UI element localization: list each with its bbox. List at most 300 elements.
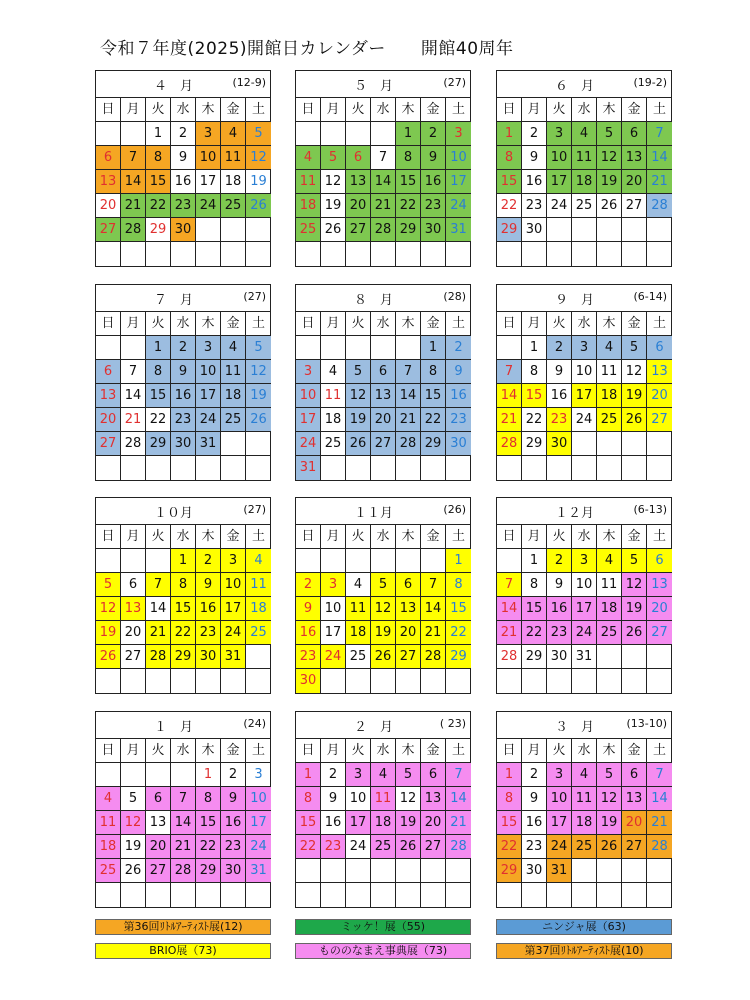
day-cell: 19: [96, 621, 121, 645]
day-cell: 5: [622, 549, 647, 573]
day-cell: 22: [421, 408, 446, 432]
day-cell: 23: [522, 194, 547, 218]
day-cell: 7: [371, 146, 396, 170]
empty-cell: [321, 859, 346, 883]
day-cell: 2: [171, 336, 196, 360]
day-cell: 14: [647, 787, 672, 811]
weekday-header: 月: [121, 312, 146, 336]
empty-cell: [296, 549, 321, 573]
day-cell: 14: [171, 811, 196, 835]
weekday-header: 金: [622, 98, 647, 122]
day-cell: 20: [146, 835, 171, 859]
weekday-header: 土: [246, 525, 271, 549]
empty-cell: [121, 122, 146, 146]
day-cell: 14: [497, 597, 522, 621]
day-cell: 25: [321, 432, 346, 456]
day-cell: 10: [547, 787, 572, 811]
day-cell: 12: [597, 787, 622, 811]
weekday-header: 月: [321, 525, 346, 549]
day-cell: 1: [522, 549, 547, 573]
empty-cell: [371, 242, 396, 266]
day-cell: 22: [171, 621, 196, 645]
day-cell: 10: [196, 360, 221, 384]
day-cell: 13: [146, 811, 171, 835]
day-cell: 5: [246, 336, 271, 360]
empty-cell: [547, 669, 572, 693]
day-cell: 28: [396, 432, 421, 456]
empty-cell: [572, 456, 597, 480]
empty-cell: [121, 763, 146, 787]
empty-cell: [171, 456, 196, 480]
weekday-header: 水: [371, 525, 396, 549]
empty-cell: [121, 669, 146, 693]
empty-cell: [647, 669, 672, 693]
day-cell: 12: [622, 573, 647, 597]
day-cell: 18: [221, 170, 246, 194]
empty-cell: [221, 432, 246, 456]
month-header: [296, 712, 470, 739]
day-cell: 13: [421, 787, 446, 811]
day-cell: 20: [396, 621, 421, 645]
weekday-header: 土: [647, 98, 672, 122]
day-cell: 13: [346, 170, 371, 194]
empty-cell: [421, 883, 446, 907]
day-cell: 20: [647, 597, 672, 621]
empty-cell: [522, 883, 547, 907]
day-cell: 30: [171, 218, 196, 242]
day-cell: 31: [246, 859, 271, 883]
empty-cell: [572, 859, 597, 883]
day-cell: 30: [171, 432, 196, 456]
day-cell: 6: [96, 146, 121, 170]
day-cell: 3: [572, 336, 597, 360]
weekday-header: 水: [171, 525, 196, 549]
weekday-header: 月: [522, 312, 547, 336]
day-cell: 3: [246, 763, 271, 787]
empty-cell: [346, 883, 371, 907]
weekday-header: 火: [547, 98, 572, 122]
day-cell: 29: [522, 432, 547, 456]
day-cell: 24: [321, 645, 346, 669]
day-cell: 30: [522, 218, 547, 242]
empty-cell: [121, 336, 146, 360]
day-cell: 18: [96, 835, 121, 859]
open-days-count: ( 23): [439, 717, 466, 730]
day-cell: 7: [647, 763, 672, 787]
day-cell: 10: [321, 597, 346, 621]
day-cell: 3: [221, 549, 246, 573]
month-calendar: [496, 711, 672, 908]
day-cell: 14: [146, 597, 171, 621]
day-cell: 2: [296, 573, 321, 597]
open-days-count: (27): [243, 503, 266, 516]
weekday-header: 金: [622, 312, 647, 336]
day-cell: 10: [572, 360, 597, 384]
empty-cell: [221, 242, 246, 266]
day-cell: 2: [547, 549, 572, 573]
day-cell: 26: [622, 408, 647, 432]
weekday-header: 木: [597, 525, 622, 549]
empty-cell: [421, 456, 446, 480]
day-cell: 31: [196, 432, 221, 456]
day-cell: 27: [121, 645, 146, 669]
month-name: ２ 月: [354, 720, 394, 735]
day-cell: 6: [121, 573, 146, 597]
day-cell: 8: [146, 360, 171, 384]
weekday-header: 水: [572, 525, 597, 549]
weekday-header: 金: [622, 739, 647, 763]
day-cell: 4: [246, 549, 271, 573]
day-cell: 16: [547, 597, 572, 621]
day-cell: 8: [171, 573, 196, 597]
weekday-header: 火: [146, 98, 171, 122]
empty-cell: [246, 432, 271, 456]
day-cell: 26: [121, 859, 146, 883]
empty-cell: [246, 669, 271, 693]
empty-cell: [522, 456, 547, 480]
empty-cell: [597, 645, 622, 669]
weekday-header: 土: [246, 98, 271, 122]
weekday-header: 木: [396, 312, 421, 336]
day-cell: 16: [421, 170, 446, 194]
day-cell: 26: [597, 835, 622, 859]
day-cell: 3: [321, 573, 346, 597]
day-cell: 31: [296, 456, 321, 480]
weekday-header: 火: [547, 739, 572, 763]
day-cell: 21: [171, 835, 196, 859]
day-cell: 7: [171, 787, 196, 811]
day-cell: 22: [497, 194, 522, 218]
empty-cell: [421, 669, 446, 693]
day-cell: 19: [396, 811, 421, 835]
open-days-count: (24): [243, 717, 266, 730]
open-days-count: (27): [443, 76, 466, 89]
empty-cell: [622, 883, 647, 907]
day-cell: 13: [96, 170, 121, 194]
weekday-header: 木: [196, 98, 221, 122]
empty-cell: [96, 336, 121, 360]
day-cell: 19: [597, 811, 622, 835]
weekday-header: 水: [171, 98, 196, 122]
empty-cell: [346, 549, 371, 573]
month-calendar: [496, 70, 672, 267]
empty-cell: [321, 883, 346, 907]
day-cell: 6: [371, 360, 396, 384]
day-cell: 9: [196, 573, 221, 597]
month-calendar: [295, 70, 471, 267]
day-cell: 5: [597, 763, 622, 787]
month-name: ６ 月: [555, 79, 595, 94]
day-cell: 2: [321, 763, 346, 787]
weekday-header: 金: [421, 98, 446, 122]
day-cell: 8: [522, 360, 547, 384]
day-cell: 30: [446, 432, 471, 456]
day-cell: 23: [421, 194, 446, 218]
day-cell: 11: [246, 573, 271, 597]
day-cell: 7: [121, 146, 146, 170]
day-cell: 16: [171, 170, 196, 194]
day-cell: 17: [221, 597, 246, 621]
day-cell: 7: [421, 573, 446, 597]
day-cell: 7: [497, 573, 522, 597]
month-header: [96, 285, 270, 312]
day-cell: 12: [371, 597, 396, 621]
weekday-header: 木: [196, 739, 221, 763]
day-cell: 9: [296, 597, 321, 621]
day-cell: 16: [321, 811, 346, 835]
day-cell: 13: [622, 146, 647, 170]
open-days-count: (13-10): [626, 717, 667, 730]
day-cell: 4: [572, 122, 597, 146]
empty-cell: [196, 242, 221, 266]
day-cell: 24: [572, 408, 597, 432]
weekday-header: 火: [146, 739, 171, 763]
day-cell: 13: [371, 384, 396, 408]
legend-item: BRIO展（73): [95, 943, 271, 959]
day-cell: 13: [647, 573, 672, 597]
empty-cell: [321, 122, 346, 146]
empty-cell: [346, 859, 371, 883]
day-cell: 25: [597, 408, 622, 432]
open-days-count: (28): [443, 290, 466, 303]
day-cell: 24: [446, 194, 471, 218]
day-cell: 7: [121, 360, 146, 384]
day-cell: 9: [547, 360, 572, 384]
day-cell: 25: [371, 835, 396, 859]
empty-cell: [497, 242, 522, 266]
day-cell: 31: [221, 645, 246, 669]
weekday-header: 火: [346, 312, 371, 336]
empty-cell: [346, 456, 371, 480]
empty-cell: [622, 456, 647, 480]
day-cell: 8: [522, 573, 547, 597]
empty-cell: [622, 432, 647, 456]
day-cell: 11: [572, 787, 597, 811]
day-cell: 4: [221, 336, 246, 360]
legend-item: 第36回ﾘﾄﾙｱｰﾃｨｽﾄ展(12): [95, 919, 271, 935]
legend-item: もののなまえ事典展（73): [295, 943, 471, 959]
day-cell: 26: [246, 408, 271, 432]
day-cell: 1: [522, 336, 547, 360]
day-cell: 16: [522, 170, 547, 194]
empty-cell: [96, 883, 121, 907]
day-cell: 26: [396, 835, 421, 859]
empty-cell: [96, 669, 121, 693]
day-cell: 26: [597, 194, 622, 218]
page-title: 令和７年度(2025)開館日カレンダー 開館40周年: [100, 39, 514, 59]
day-cell: 23: [547, 621, 572, 645]
empty-cell: [371, 336, 396, 360]
empty-cell: [296, 122, 321, 146]
empty-cell: [121, 549, 146, 573]
day-cell: 6: [622, 122, 647, 146]
day-cell: 9: [547, 573, 572, 597]
day-cell: 15: [522, 384, 547, 408]
day-cell: 8: [146, 146, 171, 170]
day-cell: 30: [296, 669, 321, 693]
day-cell: 27: [396, 645, 421, 669]
empty-cell: [421, 242, 446, 266]
day-cell: 16: [296, 621, 321, 645]
empty-cell: [246, 242, 271, 266]
day-cell: 25: [346, 645, 371, 669]
empty-cell: [221, 456, 246, 480]
day-cell: 3: [547, 763, 572, 787]
empty-cell: [146, 669, 171, 693]
day-cell: 5: [622, 336, 647, 360]
day-cell: 30: [522, 859, 547, 883]
day-cell: 26: [346, 432, 371, 456]
day-cell: 23: [196, 621, 221, 645]
empty-cell: [647, 859, 672, 883]
day-cell: 17: [246, 811, 271, 835]
empty-cell: [371, 549, 396, 573]
day-cell: 21: [446, 811, 471, 835]
day-cell: 7: [647, 122, 672, 146]
day-cell: 12: [96, 597, 121, 621]
day-cell: 8: [396, 146, 421, 170]
weekday-header: 日: [96, 525, 121, 549]
day-cell: 14: [421, 597, 446, 621]
month-calendar: [95, 284, 271, 481]
empty-cell: [446, 859, 471, 883]
day-cell: 2: [446, 336, 471, 360]
empty-cell: [597, 242, 622, 266]
open-days-count: (6-14): [633, 290, 667, 303]
empty-cell: [497, 336, 522, 360]
day-cell: 22: [396, 194, 421, 218]
legend-item: 第37回ﾘﾄﾙｱｰﾃｨｽﾄ展(10): [496, 943, 672, 959]
weekday-header: 土: [246, 312, 271, 336]
day-cell: 29: [497, 859, 522, 883]
month-name: ９ 月: [555, 293, 595, 308]
day-cell: 26: [321, 218, 346, 242]
weekday-header: 木: [196, 312, 221, 336]
day-cell: 9: [522, 787, 547, 811]
weekday-header: 金: [421, 312, 446, 336]
day-cell: 6: [622, 763, 647, 787]
day-cell: 27: [96, 432, 121, 456]
day-cell: 23: [321, 835, 346, 859]
day-cell: 24: [346, 835, 371, 859]
empty-cell: [221, 669, 246, 693]
empty-cell: [246, 883, 271, 907]
day-cell: 22: [446, 621, 471, 645]
day-cell: 17: [547, 811, 572, 835]
day-cell: 12: [597, 146, 622, 170]
day-cell: 25: [597, 621, 622, 645]
weekday-header: 月: [321, 312, 346, 336]
empty-cell: [171, 883, 196, 907]
day-cell: 1: [396, 122, 421, 146]
empty-cell: [647, 456, 672, 480]
weekday-header: 月: [321, 739, 346, 763]
day-cell: 5: [321, 146, 346, 170]
day-cell: 27: [371, 432, 396, 456]
empty-cell: [246, 456, 271, 480]
day-cell: 23: [522, 835, 547, 859]
day-cell: 6: [96, 360, 121, 384]
empty-cell: [146, 883, 171, 907]
day-cell: 5: [597, 122, 622, 146]
weekday-header: 金: [221, 525, 246, 549]
empty-cell: [497, 456, 522, 480]
empty-cell: [446, 456, 471, 480]
day-cell: 10: [221, 573, 246, 597]
weekday-header: 日: [96, 312, 121, 336]
empty-cell: [572, 669, 597, 693]
day-cell: 29: [421, 432, 446, 456]
day-cell: 13: [121, 597, 146, 621]
empty-cell: [497, 883, 522, 907]
day-cell: 29: [146, 432, 171, 456]
day-cell: 21: [121, 194, 146, 218]
day-cell: 4: [597, 549, 622, 573]
weekday-header: 木: [396, 98, 421, 122]
weekday-header: 月: [522, 525, 547, 549]
day-cell: 10: [346, 787, 371, 811]
day-cell: 9: [171, 360, 196, 384]
day-cell: 31: [446, 218, 471, 242]
day-cell: 20: [622, 170, 647, 194]
day-cell: 26: [96, 645, 121, 669]
empty-cell: [396, 456, 421, 480]
weekday-header: 土: [246, 739, 271, 763]
day-cell: 23: [547, 408, 572, 432]
empty-cell: [346, 242, 371, 266]
day-cell: 25: [221, 194, 246, 218]
day-cell: 14: [647, 146, 672, 170]
weekday-header: 金: [421, 739, 446, 763]
weekday-header: 日: [296, 525, 321, 549]
day-cell: 15: [396, 170, 421, 194]
day-cell: 18: [221, 384, 246, 408]
weekday-header: 金: [421, 525, 446, 549]
empty-cell: [446, 883, 471, 907]
day-cell: 11: [221, 360, 246, 384]
day-cell: 29: [171, 645, 196, 669]
day-cell: 26: [371, 645, 396, 669]
day-cell: 15: [497, 811, 522, 835]
day-cell: 22: [146, 408, 171, 432]
day-cell: 30: [547, 645, 572, 669]
month-name: ３ 月: [555, 720, 595, 735]
empty-cell: [221, 218, 246, 242]
day-cell: 12: [622, 360, 647, 384]
empty-cell: [171, 763, 196, 787]
day-cell: 28: [497, 432, 522, 456]
weekday-header: 火: [146, 312, 171, 336]
empty-cell: [497, 669, 522, 693]
empty-cell: [547, 456, 572, 480]
day-cell: 21: [421, 621, 446, 645]
day-cell: 15: [497, 170, 522, 194]
day-cell: 2: [522, 763, 547, 787]
day-cell: 17: [547, 170, 572, 194]
empty-cell: [647, 883, 672, 907]
day-cell: 17: [346, 811, 371, 835]
day-cell: 24: [547, 835, 572, 859]
empty-cell: [96, 456, 121, 480]
day-cell: 16: [221, 811, 246, 835]
weekday-header: 水: [371, 98, 396, 122]
day-cell: 4: [221, 122, 246, 146]
empty-cell: [121, 883, 146, 907]
day-cell: 19: [121, 835, 146, 859]
day-cell: 20: [346, 194, 371, 218]
open-days-count: (19-2): [633, 76, 667, 89]
month-name: １１月: [354, 506, 394, 521]
